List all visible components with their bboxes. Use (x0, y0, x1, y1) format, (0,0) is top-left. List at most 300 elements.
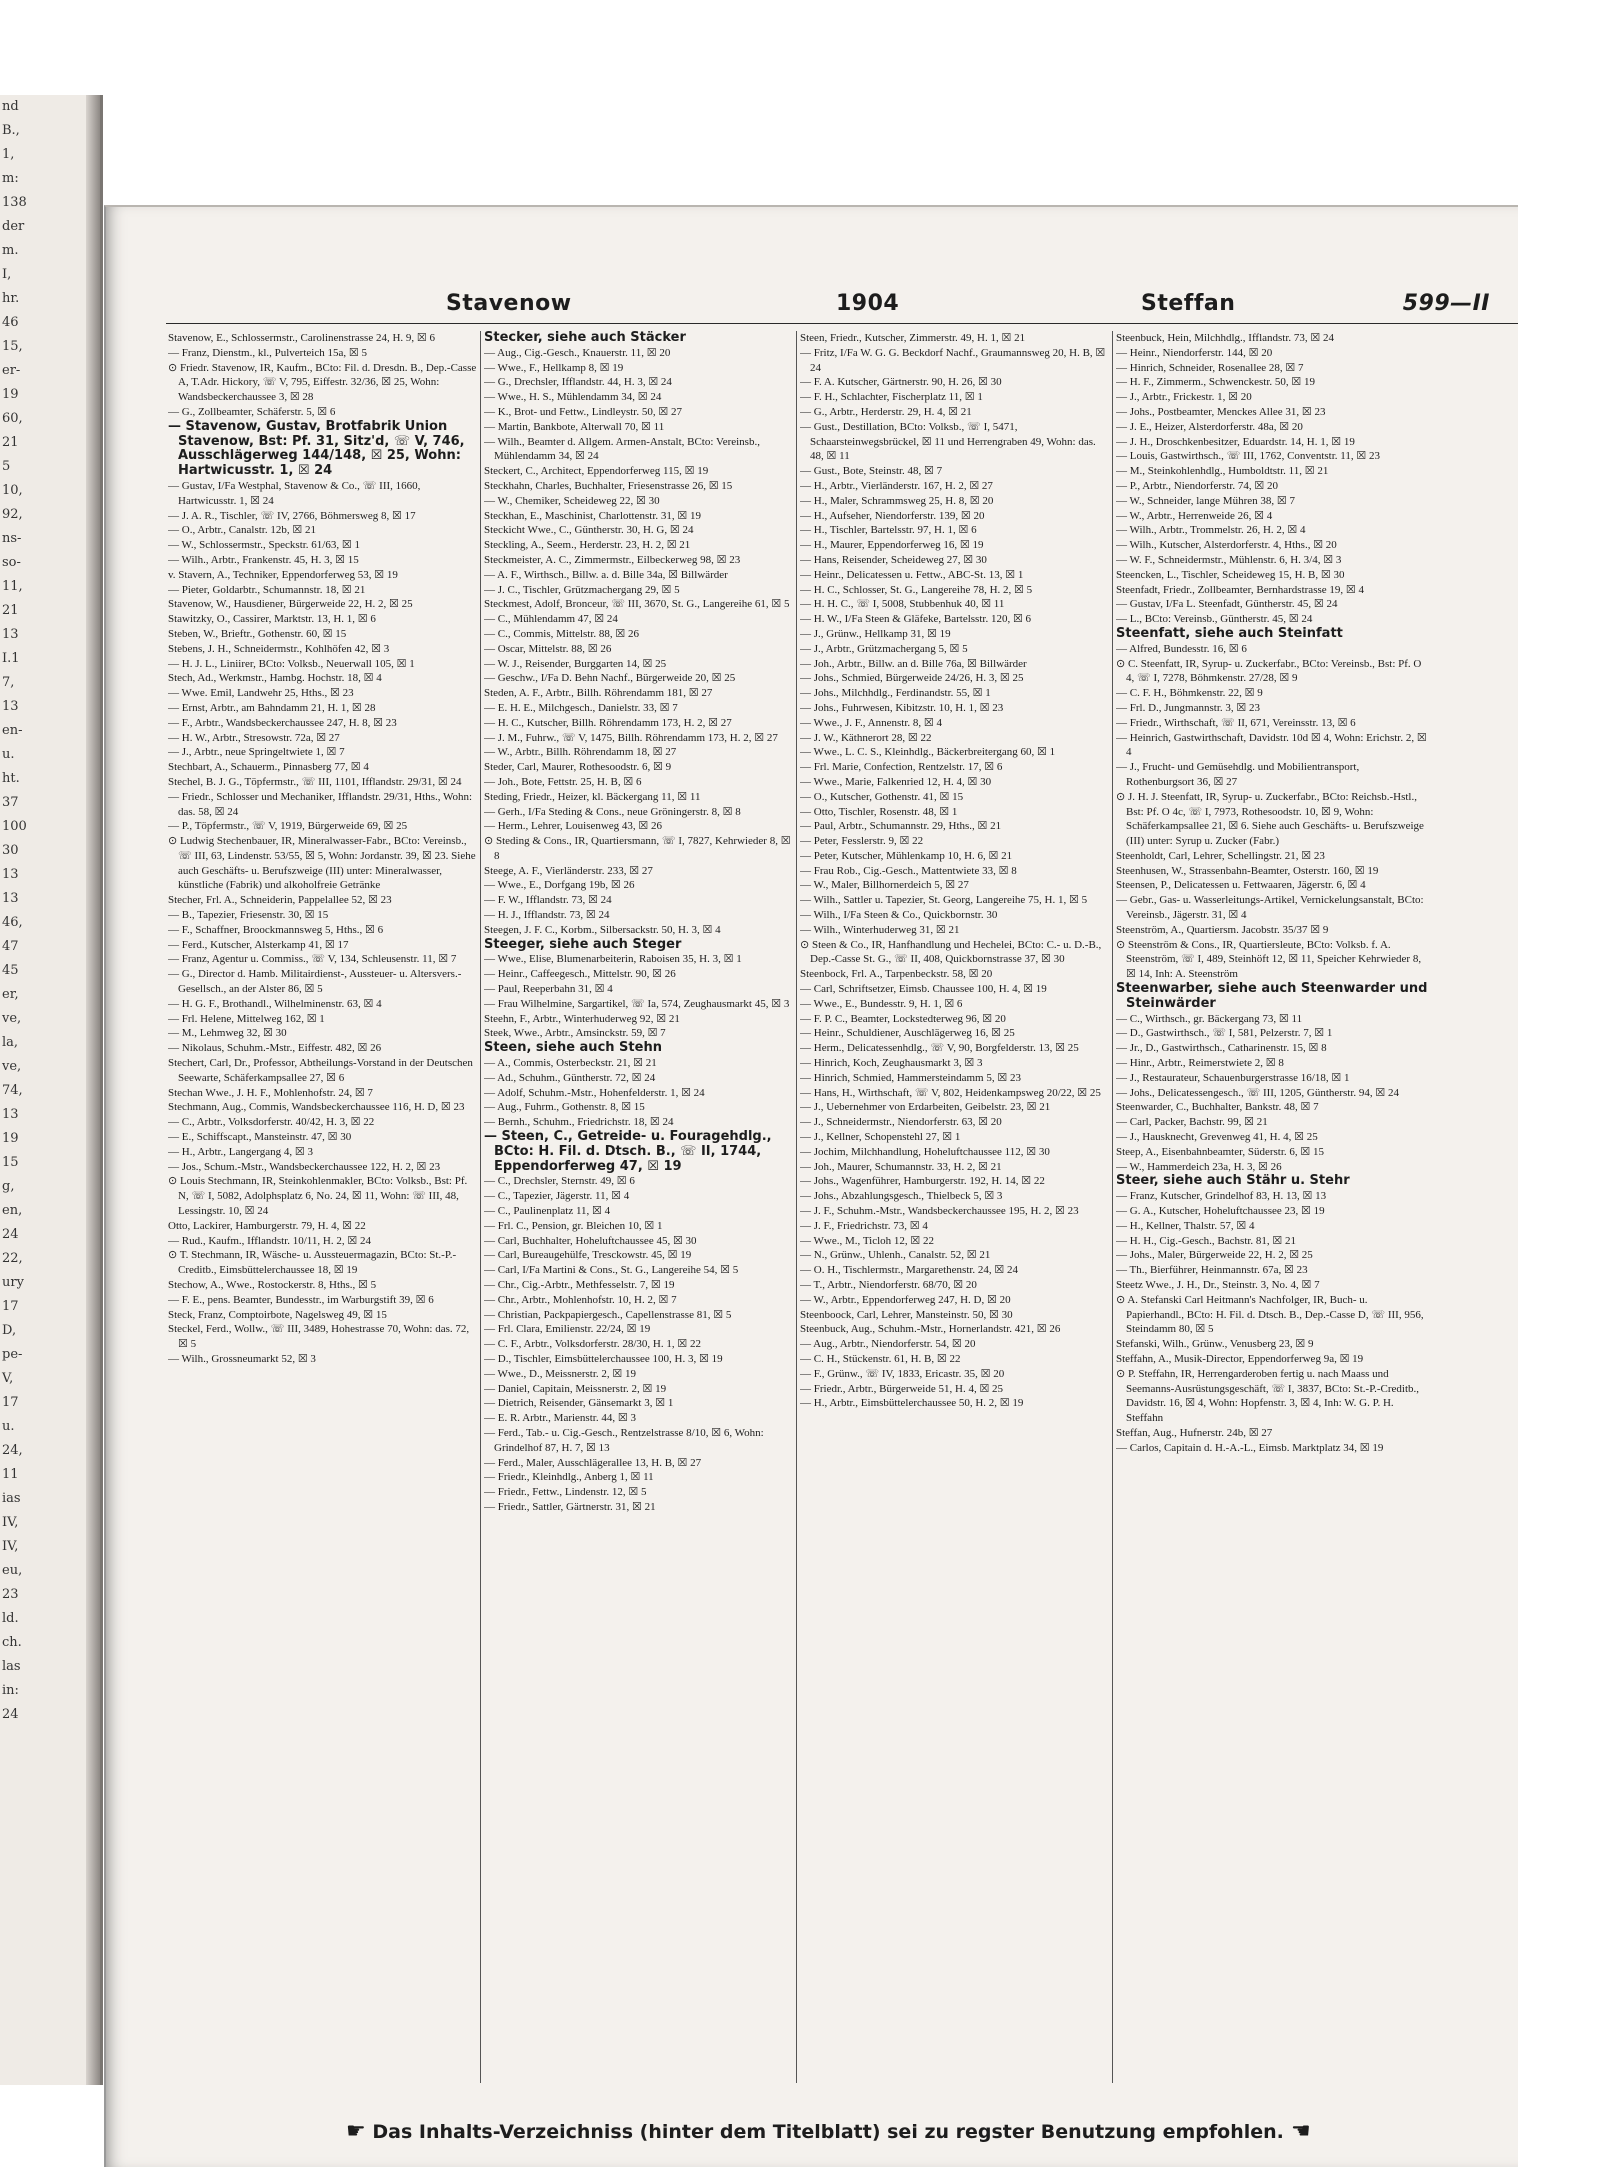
directory-entry: — Franz, Kutscher, Grindelhof 83, H. 13, ☒ 13 (1116, 1190, 1327, 1203)
fragment-line: 46 (2, 315, 19, 330)
directory-entry: Stecker, siehe auch Stäcker (484, 331, 686, 345)
directory-entry: — Wwe., E., Dorfgang 19b, ☒ 26 (484, 879, 635, 892)
directory-entry: — Wilh., Winterhuderweg 31, ☒ 21 (800, 923, 960, 936)
fragment-line: 37 (2, 795, 19, 810)
directory-entry: — Pieter, Goldarbtr., Schumannstr. 18, ☒ 21 (168, 583, 366, 596)
directory-entry: — Frl. Helene, Mittelweg 162, ☒ 1 (168, 1012, 325, 1025)
directory-entry: Steen, siehe auch Stehn (484, 1040, 662, 1056)
directory-entry: — Dietrich, Reisender, Gänsemarkt 3, ☒ 1 (484, 1397, 674, 1410)
fragment-line: 22, (2, 1251, 23, 1266)
fragment-line: 17 (2, 1299, 19, 1314)
directory-entry: — Johs., Fuhrwesen, Kibitzstr. 10, H. 1, ☒ 23 (800, 701, 1004, 714)
page-footer (346, 2119, 1346, 2149)
directory-entry: — Heinrich, Gastwirthschaft, Davidstr. 10d ☒ 4, Wohn: Erichstr. 2, ☒ 4 (1116, 731, 1427, 759)
directory-entry: Steck, Franz, Comptoirbote, Nagelsweg 49, ☒ 15 (168, 1308, 387, 1321)
fragment-line: 13 (2, 627, 19, 642)
directory-entry: — Bernh., Schuhm., Friedrichstr. 18, ☒ 24 (484, 1116, 674, 1129)
fragment-line: m: (2, 171, 19, 186)
directory-entry: Steetz Wwe., J. H., Dr., Steinstr. 3, No. 4, ☒ 7 (1116, 1279, 1320, 1291)
fragment-line: 46, (2, 915, 23, 930)
directory-entry: — Christian, Packpapiergesch., Capellenstrasse 81, ☒ 5 (484, 1308, 732, 1321)
directory-entry: — Hans, H., Wirthschaft, ☏ V, 802, Heidenkampsweg 20/22, ☒ 25 (800, 1086, 1101, 1099)
directory-entry: — M., Steinkohlenhdlg., Humboldtstr. 11, ☒ 21 (1116, 465, 1329, 478)
directory-entry: — Franz, Dienstm., kl., Pulverteich 15a, ☒ 5 (168, 346, 367, 359)
directory-entry: — G., Zollbeamter, Schäferstr. 5, ☒ 6 (168, 405, 336, 418)
directory-entry: — Friedr., Schlosser und Mechaniker, Ifflandstr. 29/31, Hths., Wohn: das. 58, ☒ 24 (168, 790, 473, 818)
column-divider (1112, 331, 1113, 2083)
fragment-line: ury (2, 1275, 24, 1290)
directory-entry: — C. F., Arbtr., Volksdorferstr. 28/30, H. 1, ☒ 22 (484, 1338, 701, 1351)
directory-entry: — Carl, Schriftsetzer, Eimsb. Chaussee 100, H. 4, ☒ 19 (800, 983, 1047, 996)
directory-entry: ⊙ P. Steffahn, IR, Herrengarderoben fertig u. nach Maass und Seemanns-Ausrüstungsgeschäft, ☏ I, 3837, BCto: St.-P.-Creditb., Davidstr. 16, ☒ 4, Wohn: Hopfenstr. 3, ☒ 4, Inh: W. G. P. H. Steffahn (1116, 1367, 1420, 1425)
fragment-line: ns- (2, 531, 22, 546)
directory-entry: — H. W., Arbtr., Stresowstr. 72a, ☒ 27 (168, 731, 340, 744)
directory-entry: — W., Arbtr., Eppendorferweg 247, H. D, ☒ 20 (800, 1293, 1011, 1306)
directory-entry: Steenholdt, Carl, Lehrer, Schellingstr. 21, ☒ 23 (1116, 849, 1325, 862)
directory-entry: — Frau Wilhelmine, Sargartikel, ☏ Ia, 574, Zeughausmarkt 45, ☒ 3 (484, 997, 790, 1010)
directory-entry: — O. H., Tischlermstr., Margarethenstr. 24, ☒ 24 (800, 1264, 1019, 1277)
directory-entry: ⊙ Friedr. Stavenow, IR, Kaufm., BCto: Fil. d. Dresdn. B., Dep.-Casse A, T.Adr. Hickory, ☏ V, 795, Eiffestr. 32/36, ☒ 25, Wohn: Wandsbeckerchaussee 3, ☒ 28 (168, 361, 477, 404)
directory-entry: Steeger, siehe auch Steger (484, 936, 682, 952)
column-2 (484, 331, 796, 2091)
directory-entry: — Fritz, I/Fa W. G. G. Beckdorf Nachf., Graumannsweg 20, H. B, ☒ 24 (800, 346, 1106, 374)
directory-entry: — M., Lehmweg 32, ☒ 30 (168, 1027, 287, 1040)
directory-entry: Steehn, F., Arbtr., Winterhuderweg 92, ☒ 21 (484, 1012, 680, 1025)
directory-entry: — Peter, Kutscher, Mühlenkamp 10, H. 6, ☒ 21 (800, 849, 1013, 862)
directory-entry: — J., Grünw., Hellkamp 31, ☒ 19 (800, 627, 951, 640)
directory-entry: — Ferd., Tab.- u. Cig.-Gesch., Rentzelstrasse 8/10, ☒ 6, Wohn: Grindelhof 87, H. 7, ☒ 13 (484, 1426, 764, 1454)
directory-entry: Steenström, A., Quartiersm. Jacobstr. 35/37 ☒ 9 (1116, 923, 1329, 936)
directory-entry: — Aug., Fuhrm., Gothenstr. 8, ☒ 15 (484, 1101, 645, 1114)
directory-entry: Stechbart, A., Schauerm., Pinnasberg 77, ☒ 4 (168, 761, 369, 774)
directory-entry: — W., Schlossermstr., Speckstr. 61/63, ☒ 1 (168, 539, 360, 552)
directory-entry: — J., Kellner, Schopenstehl 27, ☒ 1 (800, 1131, 961, 1144)
directory-entry: — J. F., Schuhm.-Mstr., Wandsbeckerchaussee 195, H. 2, ☒ 23 (800, 1205, 1079, 1218)
directory-entry: Steenbuck, Aug., Schuhm.-Mstr., Hornerlandstr. 421, ☒ 26 (800, 1323, 1061, 1336)
fragment-line: 30 (2, 843, 19, 858)
directory-entry: — J., Schneidermstr., Niendorferstr. 63, ☒ 20 (800, 1116, 1002, 1129)
fragment-line: u. (2, 747, 15, 762)
directory-entry: — W., Schneider, lange Mühren 38, ☒ 7 (1116, 494, 1295, 507)
directory-entry: — Frl. Clara, Emilienstr. 22/24, ☒ 19 (484, 1323, 651, 1336)
directory-entry: — C., Arbtr., Volksdorferstr. 40/42, H. 3, ☒ 22 (168, 1116, 375, 1129)
fragment-line: eu, (2, 1563, 23, 1578)
fragment-line: 21 (2, 603, 19, 618)
directory-entry: — J. A. R., Tischler, ☏ IV, 2766, Böhmersweg 8, ☒ 17 (168, 509, 416, 522)
directory-entry: — J. E., Heizer, Alsterdorferstr. 48a, ☒ 20 (1116, 420, 1303, 433)
directory-page (104, 205, 1518, 2167)
directory-entry: Steenbuck, Hein, Milchhdlg., Ifflandstr. 73, ☒ 24 (1116, 332, 1335, 344)
fragment-line: er, (2, 987, 19, 1002)
directory-entry: — F. P. C., Beamter, Lockstedterweg 96, ☒ 20 (800, 1012, 1006, 1025)
fragment-line: m. (2, 243, 19, 258)
directory-entry: — B., Tapezier, Friesenstr. 30, ☒ 15 (168, 909, 329, 922)
fragment-line: 11, (2, 579, 23, 594)
directory-entry: — F., Arbtr., Wandsbeckerchaussee 247, H. 8, ☒ 23 (168, 716, 397, 729)
directory-entry: Steffahn, A., Musik-Director, Eppendorferweg 9a, ☒ 19 (1116, 1352, 1364, 1365)
directory-entry: — H., Kellner, Thalstr. 57, ☒ 4 (1116, 1219, 1255, 1232)
directory-entry: Steegen, J. F. C., Korbm., Silbersackstr. 50, H. 3, ☒ 4 (484, 923, 721, 936)
directory-entry: Stechan Wwe., J. H. F., Mohlenhofstr. 24, ☒ 7 (168, 1086, 373, 1099)
directory-entry: — Heinr., Caffeegesch., Mittelstr. 90, ☒ 26 (484, 968, 676, 981)
fragment-line: ht. (2, 771, 20, 786)
directory-entry: — Th., Bierführer, Heinmannstr. 67a, ☒ 23 (1116, 1264, 1308, 1277)
directory-entry: — C., Wirthsch., gr. Bäckergang 73, ☒ 11 (1116, 1012, 1303, 1025)
directory-entry: — Wilh., Arbtr., Trommelstr. 26, H. 2, ☒ 4 (1116, 524, 1306, 537)
directory-entry: Steege, A. F., Vierländerstr. 233, ☒ 27 (484, 864, 653, 877)
directory-entry: — J. H., Droschkenbesitzer, Eduardstr. 14, H. 1, ☒ 19 (1116, 435, 1355, 448)
directory-entry: — W., Chemiker, Scheideweg 22, ☒ 30 (484, 494, 660, 507)
directory-entry: — Herm., Delicatessenhdlg., ☏ V, 90, Borgfelderstr. 13, ☒ 25 (800, 1042, 1079, 1055)
directory-entry: Steenwarder, C., Buchhalter, Bankstr. 48, ☒ 7 (1116, 1101, 1319, 1114)
fragment-line: 47 (2, 939, 19, 954)
directory-entry: — H., Tischler, Bartelsstr. 97, H. 1, ☒ 6 (800, 524, 977, 537)
directory-entry: — Chr., Arbtr., Mohlenhofstr. 10, H. 2, ☒ 7 (484, 1293, 677, 1306)
fragment-line: en- (2, 723, 23, 738)
directory-entry: — G. A., Kutscher, Hoheluftchaussee 23, ☒ 19 (1116, 1205, 1325, 1218)
fragment-line: 5 (2, 459, 11, 474)
directory-entry: Stech, Ad., Werkmstr., Hambg. Hochstr. 18, ☒ 4 (168, 672, 382, 685)
footer-notice: Das Inhalts-Verzeichniss (hinter dem Titelblatt) sei zu regster Benutzung empfohlen. (372, 2121, 1284, 2143)
directory-entry: — Wilh., Beamter d. Allgem. Armen-Anstalt, BCto: Vereinsb., Mühlendamm 34, ☒ 24 (484, 435, 760, 463)
directory-entry: — Wilh., Sattler u. Tapezier, St. Georg, Langereihe 75, H. 1, ☒ 5 (800, 894, 1088, 907)
directory-entry: Stechert, Carl, Dr., Professor, Abtheilungs-Vorstand in der Deutschen Seewarte, Schäferkampsallee 27, ☒ 6 (168, 1057, 473, 1084)
directory-entry: Steek, Wwe., Arbtr., Amsinckstr. 59, ☒ 7 (484, 1027, 666, 1040)
directory-entry: — Ferd., Maler, Ausschlägerallee 13, H. B, ☒ 27 (484, 1456, 702, 1469)
directory-entry: — Paul, Reeperbahn 31, ☒ 4 (484, 983, 613, 996)
directory-entry: — H., Arbtr., Langergang 4, ☒ 3 (168, 1145, 313, 1158)
directory-entry: — Johs., Maler, Bürgerweide 22, H. 2, ☒ 25 (1116, 1249, 1313, 1262)
directory-entry: — J., Hausknecht, Grevenweg 41, H. 4, ☒ 25 (1116, 1131, 1318, 1144)
directory-entry: — Hans, Reisender, Scheideweg 27, ☒ 30 (800, 553, 987, 566)
directory-entry: Steen, Friedr., Kutscher, Zimmerstr. 49, H. 1, ☒ 21 (800, 332, 1026, 344)
directory-entry: Steben, W., Brieftr., Gothenstr. 60, ☒ 15 (168, 627, 347, 640)
directory-entry: v. Stavern, A., Techniker, Eppendorferweg 53, ☒ 19 (168, 568, 398, 581)
directory-entry: — F. E., pens. Beamter, Bundesstr., im Warburgstift 39, ☒ 6 (168, 1293, 434, 1306)
directory-entry: — P., Arbtr., Niendorferstr. 74, ☒ 20 (1116, 479, 1279, 492)
directory-entry: Steckicht Wwe., C., Güntherstr. 30, H. G, ☒ 24 (484, 524, 694, 537)
directory-entry: — J. M., Fuhrw., ☏ V, 1475, Billh. Röhrendamm 173, H. 2, ☒ 27 (484, 731, 778, 744)
directory-entry: — F. W., Ifflandstr. 73, ☒ 24 (484, 894, 612, 907)
directory-entry: Steckhahn, Charles, Buchhalter, Friesenstrasse 26, ☒ 15 (484, 479, 733, 492)
directory-entry: — Gerh., I/Fa Steding & Cons., neue Gröningerstr. 8, ☒ 8 (484, 805, 741, 818)
directory-entry: — Wilh., I/Fa Steen & Co., Quickbornstr. 30 (800, 909, 998, 922)
directory-entry: Stavenow, E., Schlossermstr., Carolinenstrasse 24, H. 9, ☒ 6 (168, 332, 436, 344)
directory-entry: Steckmest, Adolf, Bronceur, ☏ III, 3670, St. G., Langereihe 61, ☒ 5 (484, 598, 790, 611)
directory-entry: — Aug., Arbtr., Niendorferstr. 54, ☒ 20 (800, 1338, 976, 1351)
fragment-line: D, (2, 1323, 17, 1338)
fragment-line: hr. (2, 291, 20, 306)
fragment-line: 11 (2, 1467, 19, 1482)
directory-entry: — H. J., Ifflandstr. 73, ☒ 24 (484, 909, 610, 922)
directory-entry: — Wwe., Marie, Falkenried 12, H. 4, ☒ 30 (800, 775, 992, 788)
fragment-line: 17 (2, 1395, 19, 1410)
directory-entry: — H. J. L., Liniirer, BCto: Volksb., Neuerwall 105, ☒ 1 (168, 657, 415, 670)
directory-entry: — N., Grünw., Uhlenh., Canalstr. 52, ☒ 21 (800, 1249, 991, 1262)
directory-entry: ⊙ T. Stechmann, IR, Wäsche- u. Aussteuermagazin, BCto: St.-P.-Creditb., Eimsbüttelerchaussee 18, ☒ 19 (168, 1249, 457, 1277)
directory-entry: — C., Mühlendamm 47, ☒ 24 (484, 613, 618, 626)
directory-entry: — Johs., Postbeamter, Menckes Allee 31, ☒ 23 (1116, 405, 1326, 418)
fragment-line: B., (2, 123, 20, 138)
directory-entry: — Wwe., E., Bundesstr. 9, H. 1, ☒ 6 (800, 997, 963, 1010)
directory-entry: — J., Arbtr., Grützmachergang 5, ☒ 5 (800, 642, 968, 655)
directory-entry: — Wwe., L. C. S., Kleinhdlg., Bäckerbreitergang 60, ☒ 1 (800, 746, 1056, 759)
fragment-line: V, (2, 1371, 14, 1386)
fragment-line: 92, (2, 507, 23, 522)
directory-entry: — Wwe. Emil, Landwehr 25, Hths., ☒ 23 (168, 687, 354, 700)
directory-entry: — Daniel, Capitain, Meissnerstr. 2, ☒ 19 (484, 1382, 667, 1395)
fragment-line: I, (2, 267, 12, 282)
directory-entry: — C., Paulinenplatz 11, ☒ 4 (484, 1205, 611, 1218)
pointing-hand-icon: ☛ (346, 2119, 366, 2144)
column-1 (168, 331, 480, 2091)
directory-entry: — J., Restaurateur, Schauenburgerstrasse 16/18, ☒ 1 (1116, 1071, 1350, 1084)
directory-entry: ⊙ A. Stefanski Carl Heitmann's Nachfolger, IR, Buch- u. Papierhandl., BCto: H. Fil. d. Dtsch. B., Dep.-Casse D, ☏ III, 956, Steindamm 80, ☒ 5 (1116, 1293, 1424, 1336)
directory-entry: ⊙ Louis Stechmann, IR, Steinkohlenmakler, BCto: Volksb., Bst: Pf. N, ☏ I, 5082, Adolphsplatz 6, No. 24, ☒ 11, Wohn: ☏ III, 48, Lessingstr. 10, ☒ 24 (168, 1175, 468, 1218)
directory-entry: — O., Arbtr., Canalstr. 12b, ☒ 21 (168, 524, 316, 537)
column-4 (1116, 331, 1428, 2091)
directory-entry: — Jr., D., Gastwirthsch., Catharinenstr. 15, ☒ 8 (1116, 1042, 1327, 1055)
directory-entry: — Hinrich, Koch, Zeughausmarkt 3, ☒ 3 (800, 1057, 983, 1070)
fragment-line: las (2, 1659, 21, 1674)
directory-entry: — O., Kutscher, Gothenstr. 41, ☒ 15 (800, 790, 964, 803)
directory-entry: — Wwe., H. S., Mühlendamm 34, ☒ 24 (484, 391, 662, 404)
directory-entry: — Friedr., Fettw., Lindenstr. 12, ☒ 5 (484, 1486, 647, 1499)
directory-entry: — C., Commis, Mittelstr. 88, ☒ 26 (484, 627, 640, 640)
fragment-line: 24 (2, 1707, 19, 1722)
fragment-line: u. (2, 1419, 15, 1434)
directory-entry: Steckel, Ferd., Wollw., ☏ III, 3489, Hohestrasse 70, Wohn: das. 72, ☒ 5 (168, 1323, 470, 1351)
directory-entry: — C. F. H., Böhmkenstr. 22, ☒ 9 (1116, 687, 1263, 700)
directory-entry: — J. F., Friedrichstr. 73, ☒ 4 (800, 1219, 928, 1232)
directory-entry: — Chr., Cig.-Arbtr., Methfesselstr. 7, ☒ 19 (484, 1279, 675, 1291)
directory-entry: — Louis, Gastwirthsch., ☏ III, 1762, Conventstr. 11, ☒ 23 (1116, 450, 1380, 463)
directory-entry: — Ferd., Kutscher, Alsterkamp 41, ☒ 17 (168, 938, 349, 951)
pointing-hand-icon: ☛ (1290, 2119, 1311, 2144)
directory-entry: Stefanski, Wilh., Grünw., Venusberg 23, ☒ 9 (1116, 1338, 1314, 1351)
directory-entry: — Nikolaus, Schuhm.-Mstr., Eiffestr. 482, ☒ 26 (168, 1042, 382, 1055)
directory-entry: — Wwe., M., Ticloh 12, ☒ 22 (800, 1234, 935, 1247)
directory-entry: Stawitzky, O., Cassirer, Marktstr. 13, H. 1, ☒ 6 (168, 613, 376, 626)
directory-entry: Steffan, Aug., Hufnerstr. 24b, ☒ 27 (1116, 1426, 1273, 1439)
directory-entry: — W., Arbtr., Billh. Röhrendamm 18, ☒ 27 (484, 746, 677, 759)
fragment-line: 15, (2, 339, 23, 354)
directory-entry: ⊙ Steding & Cons., IR, Quartiersmann, ☏ I, 7827, Kehrwieder 8, ☒ 8 (484, 835, 791, 862)
directory-entry: — K., Brot- und Fettw., Lindleystr. 50, ☒ 27 (484, 405, 682, 418)
directory-entry: — Ad., Schuhm., Güntherstr. 72, ☒ 24 (484, 1071, 656, 1084)
fragment-line: 10, (2, 483, 23, 498)
directory-entry: — Heinr., Niendorferstr. 144, ☒ 20 (1116, 346, 1273, 359)
fragment-line: 13 (2, 891, 19, 906)
fragment-line: 13 (2, 699, 19, 714)
directory-entry: — Friedr., Wirthschaft, ☏ II, 671, Vereinsstr. 13, ☒ 6 (1116, 716, 1356, 729)
directory-entry: — H. C., Kutscher, Billh. Röhrendamm 173, H. 2, ☒ 27 (484, 716, 732, 729)
directory-entry: — A. F., Wirthsch., Billw. a. d. Bille 34a, ☒ Billwärder (484, 568, 728, 581)
fragment-line: en, (2, 1203, 23, 1218)
directory-entry: — J., Arbtr., Frickestr. 1, ☒ 20 (1116, 391, 1252, 404)
directory-entry: — Peter, Fesslerstr. 9, ☒ 22 (800, 835, 924, 848)
directory-entry: — Joh., Arbtr., Billw. an d. Bille 76a, ☒ Billwärder (800, 657, 1027, 670)
directory-entry: — Martin, Bankbote, Alterwall 70, ☒ 11 (484, 420, 665, 433)
directory-entry: — H., Arbtr., Vierländerstr. 167, H. 2, ☒ 27 (800, 479, 993, 492)
directory-entry: Steckmeister, A. C., Zimmermstr., Eilbeckerweg 98, ☒ 23 (484, 553, 741, 566)
directory-entry: — Friedr., Arbtr., Bürgerweide 51, H. 4, ☒ 25 (800, 1382, 1004, 1395)
directory-entry: — H. H., Cig.-Gesch., Bachstr. 81, ☒ 21 (1116, 1234, 1297, 1247)
directory-entry: — Wwe., Elise, Blumenarbeiterin, Raboisen 35, H. 3, ☒ 1 (484, 953, 742, 966)
header-year: 1904 (836, 291, 900, 316)
directory-entry: — H., Arbtr., Eimsbüttelerchaussee 50, H. 2, ☒ 19 (800, 1397, 1024, 1410)
directory-entry: — Johs., Abzahlungsgesch., Thielbeck 5, ☒ 3 (800, 1190, 1003, 1203)
directory-entry: — Gust., Bote, Steinstr. 48, ☒ 7 (800, 465, 943, 478)
column-divider (796, 331, 797, 2083)
directory-entry: — C., Drechsler, Sternstr. 49, ☒ 6 (484, 1175, 635, 1188)
fragment-line: IV, (2, 1515, 19, 1530)
fragment-line: 19 (2, 387, 19, 402)
directory-entry: Steckling, A., Seem., Herderstr. 23, H. 2, ☒ 21 (484, 539, 691, 552)
directory-entry: — W., Hammerdeich 23a, H. 3, ☒ 26 (1116, 1160, 1282, 1173)
directory-entry: Steckhan, E., Maschinist, Charlottenstr. 31, ☒ 19 (484, 509, 702, 522)
adjacent-page-fragments (0, 95, 100, 1727)
directory-entry: Steenwarber, siehe auch Steenwarder und Steinwärder (1116, 981, 1428, 1011)
fragment-line: 1, (2, 147, 15, 162)
directory-entry: — G., Arbtr., Herderstr. 29, H. 4, ☒ 21 (800, 405, 972, 418)
fragment-line: ch. (2, 1635, 22, 1650)
fragment-line: nd (2, 99, 19, 114)
fragment-line: 24, (2, 1443, 23, 1458)
directory-entry: — D., Tischler, Eimsbüttelerchaussee 100, H. 3, ☒ 19 (484, 1352, 723, 1365)
directory-entry: ⊙ J. H. J. Steenfatt, IR, Syrup- u. Zuckerfabr., BCto: Reichsb.-Hstl., Bst: Pf. O 4c, ☏ I, 7973, Rothesoodstr. 10, ☒ 9, Wohn: Schäferkampsallee 21, ☒ 6. Siehe auch Geschäfts- u. Berufszweige (III) unter: Syrup u. Zucker (Fabr.) (1116, 790, 1424, 848)
fragment-line: der (2, 219, 25, 234)
directory-entry: — Franz, Agentur u. Commiss., ☏ V, 134, Schleusenstr. 11, ☒ 7 (168, 953, 457, 966)
fragment-line: 45 (2, 963, 19, 978)
directory-entry: Steensen, P., Delicatessen u. Fettwaaren, Jägerstr. 6, ☒ 4 (1116, 879, 1366, 892)
directory-entry: — J. C., Tischler, Grützmachergang 29, ☒ 5 (484, 583, 680, 596)
directory-entry: ⊙ Steenström & Cons., IR, Quartiersleute, BCto: Volksb. f. A. Steenström, ☏ I, 489, Steinhöft 12, ☒ 11, Speicher Kehrwieder 8, ☒ 14, Inh: A. Steenström (1116, 938, 1422, 981)
directory-entry: — F., Grünw., ☏ IV, 1833, Ericastr. 35, ☒ 20 (800, 1367, 1005, 1380)
page-number: 599—II (1402, 291, 1490, 316)
directory-entry: — H. W., I/Fa Steen & Gläfeke, Bartelsstr. 120, ☒ 6 (800, 613, 1032, 626)
directory-entry: — Frl. D., Jungmannstr. 3, ☒ 23 (1116, 701, 1261, 714)
fragment-line: 23 (2, 1587, 19, 1602)
directory-entry: — P., Töpfermstr., ☏ V, 1919, Bürgerweide 69, ☒ 25 (168, 820, 408, 833)
directory-entry: — Paul, Arbtr., Schumannstr. 29, Hths., ☒ 21 (800, 820, 1002, 833)
directory-entry: — Frl. Marie, Confection, Rentzelstr. 17, ☒ 6 (800, 761, 1003, 774)
directory-entry: — Frau Rob., Cig.-Gesch., Mattentwiete 33, ☒ 8 (800, 864, 1017, 877)
directory-entry: — F. A. Kutscher, Gärtnerstr. 90, H. 26, ☒ 30 (800, 376, 1002, 389)
directory-entry: — J., Arbtr., neue Springeltwiete 1, ☒ 7 (168, 746, 345, 759)
directory-entry: — W. F., Schneidermstr., Mühlenstr. 6, H. 3/4, ☒ 3 (1116, 553, 1342, 566)
directory-entry: — A., Commis, Osterbeckstr. 21, ☒ 21 (484, 1057, 657, 1070)
directory-entry: — F., Schaffner, Broockmannsweg 5, Hths., ☒ 6 (168, 923, 384, 936)
directory-entry: — Wwe., F., Hellkamp 8, ☒ 19 (484, 361, 624, 374)
directory-entry: — Jos., Schum.-Mstr., Wandsbeckerchaussee 122, H. 2, ☒ 23 (168, 1160, 441, 1173)
header-right-keyword: Steffan (1141, 291, 1236, 316)
fragment-line: 60, (2, 411, 23, 426)
directory-entry: — Johs., Wagenführer, Hamburgerstr. 192, H. 14, ☒ 22 (800, 1175, 1045, 1188)
fragment-line: so- (2, 555, 21, 570)
directory-entry: — T., Arbtr., Niendorferstr. 68/70, ☒ 20 (800, 1279, 977, 1291)
page-header (166, 285, 1518, 324)
directory-entry: — E., Schiffscapt., Mansteinstr. 47, ☒ 30 (168, 1131, 352, 1144)
directory-entry: — Johs., Schmied, Bürgerweide 24/26, H. 3, ☒ 25 (800, 672, 1024, 685)
fragment-line: 13 (2, 867, 19, 882)
fragment-line: IV, (2, 1539, 19, 1554)
book-spine (86, 95, 100, 2085)
directory-entry: Stechel, B. J. G., Töpfermstr., ☏ III, 1101, Ifflandstr. 29/31, ☒ 24 (168, 775, 462, 788)
directory-entry: — Carlos, Capitain d. H.-A.-L., Eimsb. Marktplatz 34, ☒ 19 (1116, 1441, 1384, 1454)
directory-entry: — Wilh., Arbtr., Frankenstr. 45, H. 3, ☒ 15 (168, 553, 359, 566)
directory-entry: — Stavenow, Gustav, Brotfabrik Union Stavenow, Bst: Pf. 31, Sitz'd, ☏ V, 746, Ausschlägerweg 144/148, ☒ 25, Wohn: Hartwicusstr. 1, ☒ 24 (168, 418, 465, 479)
directory-entry: — Heinr., Schuldiener, Auschlägerweg 16, ☒ 25 (800, 1027, 1015, 1040)
directory-entry: — Joh., Maurer, Schumannstr. 33, H. 2, ☒ 21 (800, 1160, 1002, 1173)
directory-entry: — H., Maler, Schrammsweg 25, H. 8, ☒ 20 (800, 494, 994, 507)
directory-entry: Steer, siehe auch Stähr u. Stehr (1116, 1173, 1350, 1189)
directory-entry: — Friedr., Kleinhdlg., Anberg 1, ☒ 11 (484, 1471, 654, 1484)
directory-entry: — Carl, Buchhalter, Hoheluftchaussee 45, ☒ 30 (484, 1234, 697, 1247)
fragment-line: I.1 (2, 651, 20, 666)
directory-entry: — Hinrich, Schneider, Rosenallee 28, ☒ 7 (1116, 361, 1304, 374)
directory-entry: — Friedr., Sattler, Gärtnerstr. 31, ☒ 21 (484, 1500, 656, 1513)
directory-entry: — W., Arbtr., Herrenweide 26, ☒ 4 (1116, 509, 1273, 522)
fragment-line: 21 (2, 435, 19, 450)
directory-entry: Steding, Friedr., Heizer, kl. Bäckergang 11, ☒ 11 (484, 790, 701, 803)
fragment-line: in: (2, 1683, 19, 1698)
directory-entry: Steder, Carl, Maurer, Rothesoodstr. 6, ☒ 9 (484, 761, 672, 774)
directory-entry: Steden, A. F., Arbtr., Billh. Röhrendamm 181, ☒ 27 (484, 687, 713, 700)
directory-entry: — Gebr., Gas- u. Wasserleitungs-Artikel, Vernickelungsanstalt, BCto: Vereinsb., Jägerstr. 31, ☒ 4 (1116, 894, 1424, 922)
directory-entry: — Joh., Bote, Fettstr. 25, H. B, ☒ 6 (484, 775, 642, 788)
directory-entry: ⊙ Steen & Co., IR, Hanfhandlung und Hechelei, BCto: C.- u. D.-B., Dep.-Casse St. G., ☏ II, 408, Quickbornstrasse 37, ☒ 30 (800, 938, 1102, 966)
directory-entry: — E. R. Arbtr., Marienstr. 44, ☒ 3 (484, 1412, 636, 1425)
directory-entry: — H. C., Schlosser, St. G., Langereihe 78, H. 2, ☒ 5 (800, 583, 1033, 596)
directory-entry: Stechmann, Aug., Commis, Wandsbeckerchaussee 116, H. D, ☒ 23 (168, 1101, 465, 1114)
directory-entry: — G., Director d. Hamb. Militairdienst-, Aussteuer- u. Altersvers.-Gesellsch., an der Alster 86, ☒ 5 (168, 968, 462, 996)
directory-entry: — Gustav, I/Fa L. Steenfadt, Güntherstr. 45, ☒ 24 (1116, 598, 1338, 611)
directory-entry: — Hinrich, Schmied, Hammersteindamm 5, ☒ 23 (800, 1071, 1021, 1084)
directory-entry: — H. H. C., ☏ I, 5008, Stubbenhuk 40, ☒ 11 (800, 598, 1005, 611)
fragment-line: 74, (2, 1083, 23, 1098)
directory-entry: Steenhusen, W., Strassenbahn-Beamter, Osterstr. 160, ☒ 19 (1116, 864, 1379, 877)
directory-entry: — Hinr., Arbtr., Reimerstwiete 2, ☒ 8 (1116, 1057, 1284, 1070)
fragment-line: pe- (2, 1347, 23, 1362)
directory-entry: — Otto, Tischler, Rosenstr. 48, ☒ 1 (800, 805, 958, 818)
header-left-keyword: Stavenow (446, 291, 572, 316)
directory-entry: — Carl, Packer, Bachstr. 99, ☒ 21 (1116, 1116, 1268, 1129)
directory-entry: Steenfadt, Friedr., Zollbeamter, Bernhardstrasse 19, ☒ 4 (1116, 583, 1364, 596)
directory-entry: — Carl, Bureaugehülfe, Tresckowstr. 45, ☒ 19 (484, 1249, 692, 1262)
directory-entry: — Oscar, Mittelstr. 88, ☒ 26 (484, 642, 612, 655)
directory-entry: — Wwe., D., Meissnerstr. 2, ☒ 19 (484, 1367, 637, 1380)
directory-entry: ⊙ Ludwig Stechenbauer, IR, Mineralwasser-Fabr., BCto: Vereinsb., ☏ III, 63, Lindenstr. 53/55, ☒ 5, Wohn: Jordanstr. 39, ☒ 23. Siehe auch Geschäfts- u. Berufszweige (III) unter: Mineralwasser, künstliche (Fabrik) und alkoholfreie Getränke (168, 835, 476, 892)
directory-entry: — H. G. F., Brothandl., Wilhelminenstr. 63, ☒ 4 (168, 997, 382, 1010)
directory-entry: — Wwe., J. F., Annenstr. 8, ☒ 4 (800, 716, 943, 729)
directory-entry: Stavenow, W., Hausdiener, Bürgerweide 22, H. 2, ☒ 25 (168, 598, 413, 611)
directory-entry: — C. H., Stückenstr. 61, H. B, ☒ 22 (800, 1352, 961, 1365)
directory-entry: — Gust., Destillation, BCto: Volksb., ☏ I, 5471, Schaarsteinwegsbrückel, ☒ 11 und Herrengraben 49, Wohn: das. 48, ☒ 11 (800, 420, 1096, 463)
directory-entry: Otto, Lackirer, Hamburgerstr. 79, H. 4, ☒ 22 (168, 1219, 366, 1232)
directory-entry: Steenboock, Carl, Lehrer, Mansteinstr. 50, ☒ 30 (800, 1308, 1013, 1321)
directory-entry: — J. W., Käthnerort 28, ☒ 22 (800, 731, 932, 744)
directory-entry: — H. F., Zimmerm., Schwenckestr. 50, ☒ 19 (1116, 376, 1316, 389)
directory-entry: — Carl, I/Fa Martini & Cons., St. G., Langereihe 54, ☒ 5 (484, 1264, 739, 1277)
fragment-line: 13 (2, 1107, 19, 1122)
directory-entry: — J., Frucht- und Gemüsehdlg. und Mobilientransport, Rothenburgsort 36, ☒ 27 (1116, 761, 1360, 788)
directory-entry: Stecher, Frl. A., Schneiderin, Pappelallee 52, ☒ 23 (168, 894, 392, 907)
directory-entry: — H., Aufseher, Niendorferstr. 139, ☒ 20 (800, 509, 985, 522)
fragment-line: g, (2, 1179, 15, 1194)
directory-entry: — F. H., Schlachter, Fischerplatz 11, ☒ 1 (800, 391, 983, 404)
directory-entry: — Geschw., I/Fa D. Behn Nachf., Bürgerweide 20, ☒ 25 (484, 672, 736, 685)
